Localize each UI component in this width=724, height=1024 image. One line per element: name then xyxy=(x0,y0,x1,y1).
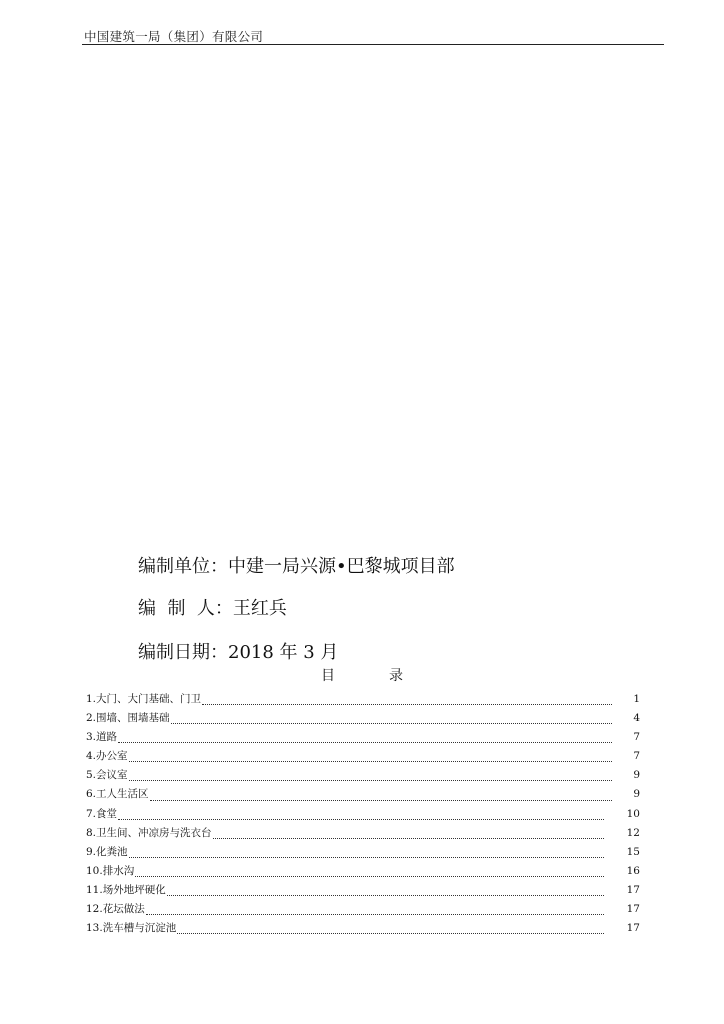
toc-entry[interactable] xyxy=(86,766,640,785)
toc-entry[interactable] xyxy=(86,919,640,938)
toc-entry-page: 7 xyxy=(633,731,640,744)
toc-entry-label: 13.洗车槽与沉淀池 xyxy=(86,922,177,935)
toc-entry-label: 5.会议室 xyxy=(86,769,128,782)
toc-entry[interactable] xyxy=(86,862,640,881)
toc-leader-dots xyxy=(129,760,612,762)
compile-date-label: 编制日期： xyxy=(138,642,228,663)
compiler-label: 编 制 人： xyxy=(138,598,233,619)
toc-entry-label: 6.工人生活区 xyxy=(86,788,149,801)
toc-entry[interactable] xyxy=(86,900,640,919)
toc-entry-label: 1.大门、大门基础、门卫 xyxy=(86,693,202,705)
page-header xyxy=(82,26,664,45)
toc-title-char-2: 录 xyxy=(389,668,403,684)
toc-entry[interactable] xyxy=(86,709,640,728)
toc-entry-label: 10.排水沟 xyxy=(86,864,135,877)
toc-entry[interactable] xyxy=(86,728,640,747)
toc-entry-label: 4.办公室 xyxy=(86,750,128,763)
toc-entry-label: 3.道路 xyxy=(86,731,118,744)
toc-entry-page: 7 xyxy=(633,750,640,763)
toc-entry[interactable] xyxy=(86,881,640,900)
toc-entry-label: 2.围墙、围墙基础 xyxy=(86,712,170,725)
toc-entry-page: 1 xyxy=(633,693,640,705)
compiling-unit xyxy=(138,552,455,578)
toc-leader-dots xyxy=(146,913,604,915)
toc-title xyxy=(0,665,724,685)
toc-entry[interactable] xyxy=(86,843,640,862)
company-name: 中国建筑一局（集团）有限公司 xyxy=(84,29,264,44)
compiler-value: 王红兵 xyxy=(232,598,287,619)
toc-leader-dots xyxy=(118,741,612,743)
toc-leader-dots xyxy=(129,779,612,781)
toc-entry-page: 9 xyxy=(633,788,640,801)
toc-entry[interactable] xyxy=(86,747,640,766)
toc-entry[interactable] xyxy=(86,785,640,804)
toc-entry-label: 8.卫生间、冲凉房与洗衣台 xyxy=(86,826,212,839)
compile-date xyxy=(138,638,338,664)
compile-date-value: 2018 年 3 月 xyxy=(228,642,339,663)
compiling-unit-label: 编制单位： xyxy=(138,556,228,577)
toc-leader-dots xyxy=(177,932,604,934)
toc-entry-page: 12 xyxy=(626,826,640,839)
toc-leader-dots xyxy=(167,894,604,896)
compiler xyxy=(138,594,287,620)
toc-entry-page: 17 xyxy=(626,922,640,935)
toc-entry-page: 16 xyxy=(626,864,640,877)
toc-entry[interactable] xyxy=(86,805,640,824)
toc-leader-dots xyxy=(129,856,604,858)
toc-entry-label: 7.食堂 xyxy=(86,807,118,820)
toc-entry-label: 9.化粪池 xyxy=(86,845,128,858)
toc-entry-page: 17 xyxy=(626,883,640,896)
toc-entry-page: 17 xyxy=(626,903,640,916)
toc-entry-label: 11.场外地坪硬化 xyxy=(86,883,166,896)
compiling-unit-value: 中建一局兴源•巴黎城项目部 xyxy=(228,556,455,577)
toc-entry[interactable] xyxy=(86,690,640,709)
table-of-contents xyxy=(86,690,640,938)
toc-entry-page: 9 xyxy=(633,769,640,782)
toc-title-char-1: 目 xyxy=(321,668,335,684)
toc-leader-dots xyxy=(202,703,612,705)
toc-entry[interactable] xyxy=(86,824,640,843)
toc-leader-dots xyxy=(118,818,604,820)
toc-entry-page: 10 xyxy=(626,807,640,820)
toc-entry-page: 15 xyxy=(626,845,640,858)
toc-leader-dots xyxy=(150,799,612,801)
toc-entry-page: 4 xyxy=(633,712,640,725)
toc-leader-dots xyxy=(135,875,604,877)
toc-leader-dots xyxy=(213,837,604,839)
toc-entry-label: 12.花坛做法 xyxy=(86,903,145,916)
toc-leader-dots xyxy=(171,722,612,724)
